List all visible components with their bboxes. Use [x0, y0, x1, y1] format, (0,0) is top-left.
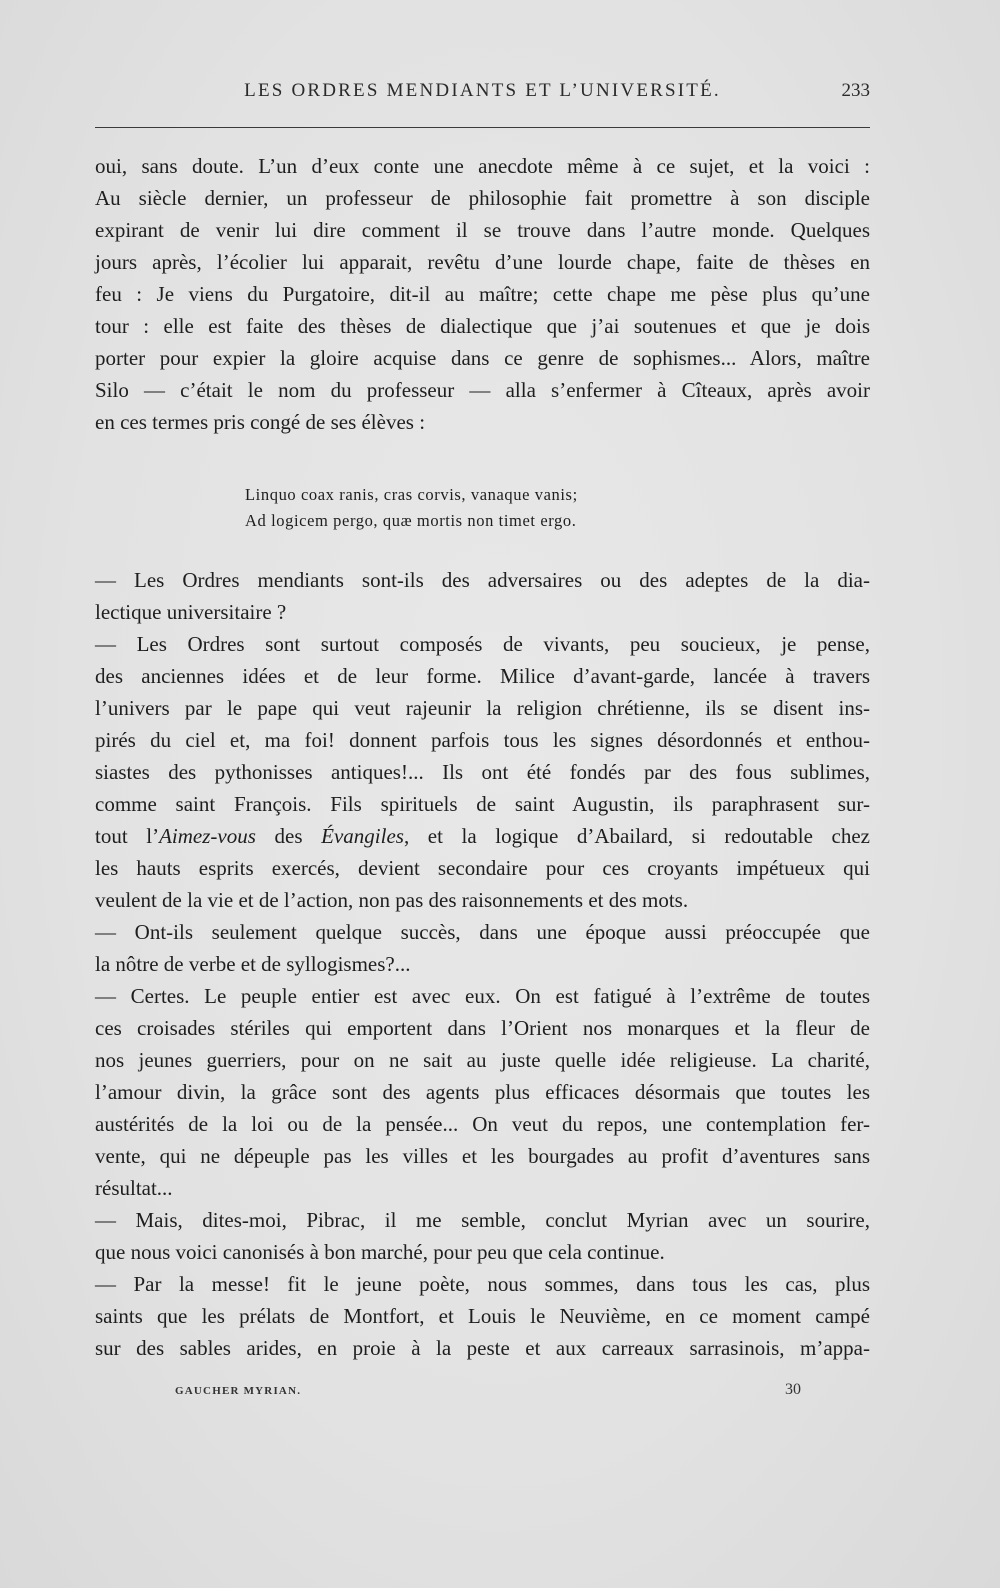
text-line: comme saint François. Fils spirituels de saint Augustin, ils paraphrasent sur-: [95, 792, 870, 816]
text-line: — Par la messe! fit le jeune poète, nous sommes, dans tous les cas, plus: [95, 1272, 870, 1296]
text-line: — Certes. Le peuple entier est avec eux. On est fatigué à l’extrême de toutes: [95, 984, 870, 1008]
text-line: Au siècle dernier, un professeur de philosophie fait promettre à son disciple: [95, 186, 870, 210]
text-fragment: des: [255, 824, 322, 848]
verse-line: Ad logicem pergo, quæ mortis non timet ergo.: [245, 511, 577, 530]
text-line: jours après, l’écolier lui apparait, revêtu d’une lourde chape, faite de thèses en: [95, 250, 870, 274]
text-line: — Les Ordres mendiants sont-ils des adversaires ou des adeptes de la dia-: [95, 568, 870, 592]
text-line: nos jeunes guerriers, pour on ne sait au juste quelle idée religieuse. La charité,: [95, 1048, 870, 1072]
italic-title: Évangiles: [321, 824, 404, 848]
printer-signature: GAUCHER MYRIAN.: [175, 1385, 302, 1397]
text-line: l’amour divin, la grâce sont des agents plus efficaces désormais que toutes les: [95, 1080, 870, 1104]
signature-number: 30: [785, 1381, 801, 1398]
text-line: siastes des pythonisses antiques!... Ils ont été fondés par des fous sublimes,: [95, 760, 870, 784]
paragraph-anecdote: [95, 150, 870, 438]
text-line: pirés du ciel et, ma foi! donnent parfois tous les signes désordonnés et enthou-: [95, 728, 870, 752]
text-line: l’univers par le pape qui veut rajeunir la religion chrétienne, ils se disent ins-: [95, 696, 870, 720]
text-line: tour : elle est faite des thèses de dialectique que j’ai soutenues et que je dois: [95, 314, 870, 338]
text-line: austérités de la loi ou de la pensée... On veut du repos, une contemplation fer-: [95, 1112, 870, 1136]
text-line: la nôtre de verbe et de syllogismes?...: [95, 952, 411, 976]
text-line: en ces termes pris congé de ses élèves :: [95, 410, 426, 434]
text-line: lectique universitaire ?: [95, 600, 287, 624]
latin-verse: [245, 482, 578, 534]
text-line: feu : Je viens du Purgatoire, dit-il au maître; cette chape me pèse plus qu’une: [95, 282, 870, 306]
text-line: — Ont-ils seulement quelque succès, dans une époque aussi préoccupée que: [95, 920, 870, 944]
text-line: veulent de la vie et de l’action, non pas des raisonnements et des mots.: [95, 888, 689, 912]
text-line: les hauts esprits exercés, devient secondaire pour ces croyants impétueux qui: [95, 856, 870, 880]
text-line: oui, sans doute. L’un d’eux conte une anecdote même à ce sujet, et la voici :: [95, 154, 870, 178]
text-line: expirant de venir lui dire comment il se trouve dans l’autre monde. Quelques: [95, 218, 870, 242]
text-line: porter pour expier la gloire acquise dans ce genre de sophismes... Alors, maître: [95, 346, 870, 370]
text-line: saints que les prélats de Montfort, et Louis le Neuvième, en ce moment campé: [95, 1304, 870, 1328]
text-line: que nous voici canonisés à bon marché, pour peu que cela continue.: [95, 1240, 665, 1264]
text-line: — Les Ordres sont surtout composés de vivants, peu soucieux, je pense,: [95, 632, 870, 656]
text-line-italic: [95, 820, 870, 852]
header-rule: [95, 127, 870, 128]
text-line: — Mais, dites-moi, Pibrac, il me semble, conclut Myrian avec un sourire,: [95, 1208, 870, 1232]
text-line: résultat...: [95, 1176, 173, 1200]
page-number: 233: [841, 80, 870, 101]
text-line: sur des sables arides, en proie à la peste et aux carreaux sarrasinois, m’appa-: [95, 1336, 870, 1360]
text-fragment: tout l’: [95, 824, 160, 848]
dialogue-block: [95, 564, 870, 1364]
text-line: ces croisades stériles qui emportent dans l’Orient nos monarques et la fleur de: [95, 1016, 870, 1040]
page-footer: [95, 1381, 870, 1405]
text-line: Silo — c’était le nom du professeur — alla s’enfermer à Cîteaux, après avoir: [95, 378, 870, 402]
verse-line: Linquo coax ranis, cras corvis, vanaque vanis;: [245, 485, 578, 504]
text-fragment: , et la logique d’Abailard, si redoutable chez: [403, 824, 871, 848]
italic-title: Aimez-vous: [159, 824, 256, 848]
running-title: LES ORDRES MENDIANTS ET L’UNIVERSITÉ.: [244, 80, 721, 101]
page-header: [95, 80, 870, 112]
text-line: des anciennes idées et de leur forme. Milice d’avant-garde, lancée à travers: [95, 664, 870, 688]
text-line: vente, qui ne dépeuple pas les villes et les bourgades au profit d’aventures sans: [95, 1144, 870, 1168]
